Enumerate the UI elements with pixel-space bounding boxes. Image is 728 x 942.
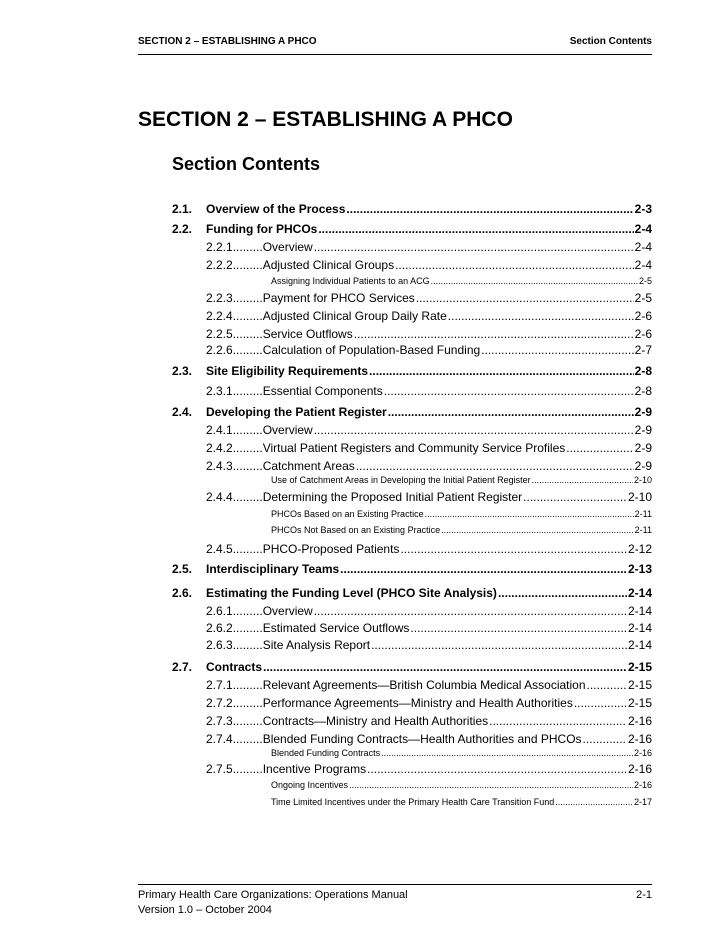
toc-entry-title: 2.4.3.........Catchment Areas [206, 459, 355, 473]
toc-dot-leader [314, 240, 634, 254]
toc-entry[interactable] [206, 384, 652, 398]
toc-dot-leader [583, 732, 627, 746]
toc-entry-title: 2.7.5.........Incentive Programs [206, 762, 367, 776]
toc-entry-number: 2.1. [172, 202, 193, 216]
toc-entry[interactable] [206, 762, 652, 776]
toc-dot-leader [263, 660, 627, 674]
toc-dot-leader [381, 748, 633, 759]
toc-dot-leader [523, 490, 627, 504]
toc-entry-page: 2-15 [627, 696, 652, 710]
toc-entry-number: 2.5. [172, 562, 193, 576]
toc-entry-page: 2-9 [634, 405, 652, 419]
toc-entry-page: 2-6 [634, 327, 652, 341]
toc-entry-page: 2-8 [634, 384, 652, 398]
toc-entry-title: Overview of the Process [206, 202, 346, 216]
toc-entry-title: 2.2.6.........Calculation of Population-Based Funding [206, 343, 481, 357]
toc-dot-leader [587, 678, 627, 692]
toc-entry-page: 2-5 [634, 291, 652, 305]
toc-entry-number: 2.3. [172, 364, 193, 378]
toc-entry[interactable] [206, 327, 652, 341]
toc-dot-leader [431, 276, 638, 287]
toc-dot-leader [395, 258, 634, 272]
toc-entry-title: PHCOs Not Based on an Existing Practice [271, 525, 441, 535]
toc-dot-leader [346, 202, 633, 216]
toc-entry[interactable] [206, 423, 652, 437]
toc-dot-leader [369, 364, 634, 378]
toc-dot-leader [367, 762, 627, 776]
toc-entry-page: 2-10 [627, 490, 652, 504]
toc-entry-page: 2-15 [627, 678, 652, 692]
toc-entry-page: 2-8 [634, 364, 652, 378]
toc-entry[interactable] [206, 604, 652, 618]
toc-entry[interactable] [172, 586, 652, 600]
header-section-title: SECTION 2 – ESTABLISHING A PHCO [138, 36, 317, 47]
toc-entry-number: 2.6. [172, 586, 193, 600]
toc-dot-leader [489, 714, 627, 728]
toc-entry[interactable] [271, 276, 652, 287]
section-contents-heading: Section Contents [172, 154, 321, 174]
toc-dot-leader [354, 327, 634, 341]
toc-entry-title: Use of Catchment Areas in Developing the Initial Patient Register [271, 475, 531, 485]
toc-entry-number: 2.7. [172, 660, 193, 674]
toc-dot-leader [441, 525, 634, 536]
footer-manual-title: Primary Health Care Organizations: Operations Manual [138, 889, 408, 901]
toc-dot-leader [555, 797, 633, 808]
toc-entry-page: 2-16 [627, 762, 652, 776]
toc-entry-page: 2-14 [627, 604, 652, 618]
toc-entry[interactable] [172, 222, 652, 236]
toc-entry-page: 2-6 [634, 309, 652, 323]
toc-entry-title: 2.2.1.........Overview [206, 240, 313, 254]
toc-entry[interactable] [172, 562, 652, 576]
toc-entry-title: 2.2.4.........Adjusted Clinical Group Daily Rate [206, 309, 447, 323]
toc-dot-leader [356, 459, 634, 473]
toc-entry-page: 2-4 [634, 240, 652, 254]
toc-entry[interactable] [206, 291, 652, 305]
toc-entry[interactable] [206, 696, 652, 710]
footer-rule [138, 884, 652, 885]
toc-entry-page: 2-10 [633, 475, 652, 485]
toc-entry[interactable] [172, 364, 652, 378]
toc-entry[interactable] [206, 343, 652, 357]
toc-dot-leader [481, 343, 633, 357]
toc-entry-title: 2.3.1.........Essential Components [206, 384, 383, 398]
toc-entry[interactable] [271, 475, 652, 486]
toc-entry[interactable] [206, 258, 652, 272]
toc-entry-page: 2-9 [634, 441, 652, 455]
toc-entry-page: 2-11 [634, 525, 652, 535]
toc-entry[interactable] [206, 240, 652, 254]
toc-entry-page: 2-12 [627, 542, 652, 556]
toc-entry-page: 2-13 [627, 562, 652, 576]
toc-entry[interactable] [271, 780, 652, 791]
toc-dot-leader [314, 604, 627, 618]
toc-entry-page: 2-9 [634, 423, 652, 437]
toc-dot-leader [384, 384, 634, 398]
toc-entry-title: Developing the Patient Register [206, 405, 387, 419]
toc-entry-number: 2.2. [172, 222, 193, 236]
toc-entry-title: Funding for PHCOs [206, 222, 318, 236]
toc-dot-leader [448, 309, 634, 323]
toc-entry-title: 2.6.3.........Site Analysis Report [206, 638, 371, 652]
toc-entry[interactable] [271, 797, 652, 808]
header-section-label: Section Contents [569, 36, 652, 47]
toc-entry-title: Contracts [206, 660, 263, 674]
toc-entry-title: Site Eligibility Requirements [206, 364, 369, 378]
toc-entry-title: 2.7.2.........Performance Agreements—Ministry and Health Authorities [206, 696, 573, 710]
toc-entry[interactable] [206, 714, 652, 728]
toc-entry-title: 2.6.1.........Overview [206, 604, 313, 618]
toc-dot-leader [566, 441, 633, 455]
toc-entry-page: 2-17 [633, 797, 652, 807]
toc-dot-leader [340, 562, 627, 576]
toc-entry-page: 2-11 [634, 509, 652, 519]
toc-entry-title: Blended Funding Contracts [271, 748, 381, 758]
toc-entry[interactable] [206, 678, 652, 692]
toc-entry-page: 2-16 [627, 714, 652, 728]
toc-entry-title: 2.2.2.........Adjusted Clinical Groups [206, 258, 395, 272]
toc-dot-leader [388, 405, 634, 419]
toc-dot-leader [498, 586, 627, 600]
toc-entry-title: Estimating the Funding Level (PHCO Site Analysis) [206, 586, 497, 600]
toc-entry[interactable] [206, 459, 652, 473]
toc-dot-leader [400, 542, 627, 556]
footer-version: Version 1.0 – October 2004 [138, 904, 272, 916]
toc-dot-leader [532, 475, 633, 486]
toc-entry-page: 2-14 [627, 621, 652, 635]
toc-dot-leader [416, 291, 634, 305]
toc-dot-leader [314, 423, 634, 437]
toc-entry-page: 2-5 [638, 276, 652, 286]
toc-dot-leader [318, 222, 633, 236]
toc-dot-leader [410, 621, 627, 635]
toc-dot-leader [574, 696, 627, 710]
toc-entry-title: 2.4.5.........PHCO-Proposed Patients [206, 542, 400, 556]
toc-entry[interactable] [206, 490, 652, 504]
toc-entry-title: Assigning Individual Patients to an ACG [271, 276, 430, 286]
toc-entry-page: 2-4 [634, 258, 652, 272]
toc-entry-title: 2.7.1.........Relevant Agreements—British Columbia Medical Association [206, 678, 586, 692]
page-title: SECTION 2 – ESTABLISHING A PHCO [138, 108, 513, 131]
toc-entry-title: 2.6.2.........Estimated Service Outflows [206, 621, 410, 635]
toc-entry[interactable] [172, 405, 652, 419]
toc-entry[interactable] [172, 660, 652, 674]
toc-entry[interactable] [206, 638, 652, 652]
toc-entry-page: 2-4 [634, 222, 652, 236]
toc-entry[interactable] [172, 202, 652, 216]
toc-dot-leader [349, 780, 633, 791]
toc-entry-title: 2.2.5.........Service Outflows [206, 327, 353, 341]
toc-entry-page: 2-16 [633, 748, 652, 758]
toc-entry-page: 2-3 [634, 202, 652, 216]
toc-entry-page: 2-16 [627, 732, 652, 746]
toc-entry-title: 2.7.3.........Contracts—Ministry and Health Authorities [206, 714, 489, 728]
toc-entry-number: 2.4. [172, 405, 193, 419]
footer-page-number: 2-1 [636, 889, 652, 901]
toc-entry[interactable] [271, 748, 652, 759]
toc-entry[interactable] [206, 621, 652, 635]
toc-entry-title: 2.4.2.........Virtual Patient Registers and Community Service Profiles [206, 441, 566, 455]
toc-entry-page: 2-16 [633, 780, 652, 790]
toc-entry[interactable] [271, 509, 652, 520]
toc-entry-title: PHCOs Based on an Existing Practice [271, 509, 424, 519]
toc-entry-title: 2.4.1.........Overview [206, 423, 313, 437]
toc-entry-title: Interdisciplinary Teams [206, 562, 340, 576]
toc-dot-leader [425, 509, 634, 520]
toc-entry-page: 2-15 [627, 660, 652, 674]
toc-entry-page: 2-9 [634, 459, 652, 473]
toc-dot-leader [371, 638, 627, 652]
toc-entry-title: 2.4.4.........Determining the Proposed Initial Patient Register [206, 490, 523, 504]
toc-entry[interactable] [206, 542, 652, 556]
toc-entry-page: 2-14 [627, 638, 652, 652]
toc-entry-page: 2-7 [634, 343, 652, 357]
toc-entry[interactable] [206, 732, 652, 746]
toc-entry[interactable] [271, 525, 652, 536]
toc-entry[interactable] [206, 309, 652, 323]
toc-entry[interactable] [206, 441, 652, 455]
toc-entry-title: Time Limited Incentives under the Primary Health Care Transition Fund [271, 797, 555, 807]
toc-entry-title: 2.2.3.........Payment for PHCO Services [206, 291, 415, 305]
toc-entry-title: Ongoing Incentives [271, 780, 349, 790]
toc-entry-title: 2.7.4.........Blended Funding Contracts—Health Authorities and PHCOs [206, 732, 582, 746]
toc-entry-page: 2-14 [627, 586, 652, 600]
